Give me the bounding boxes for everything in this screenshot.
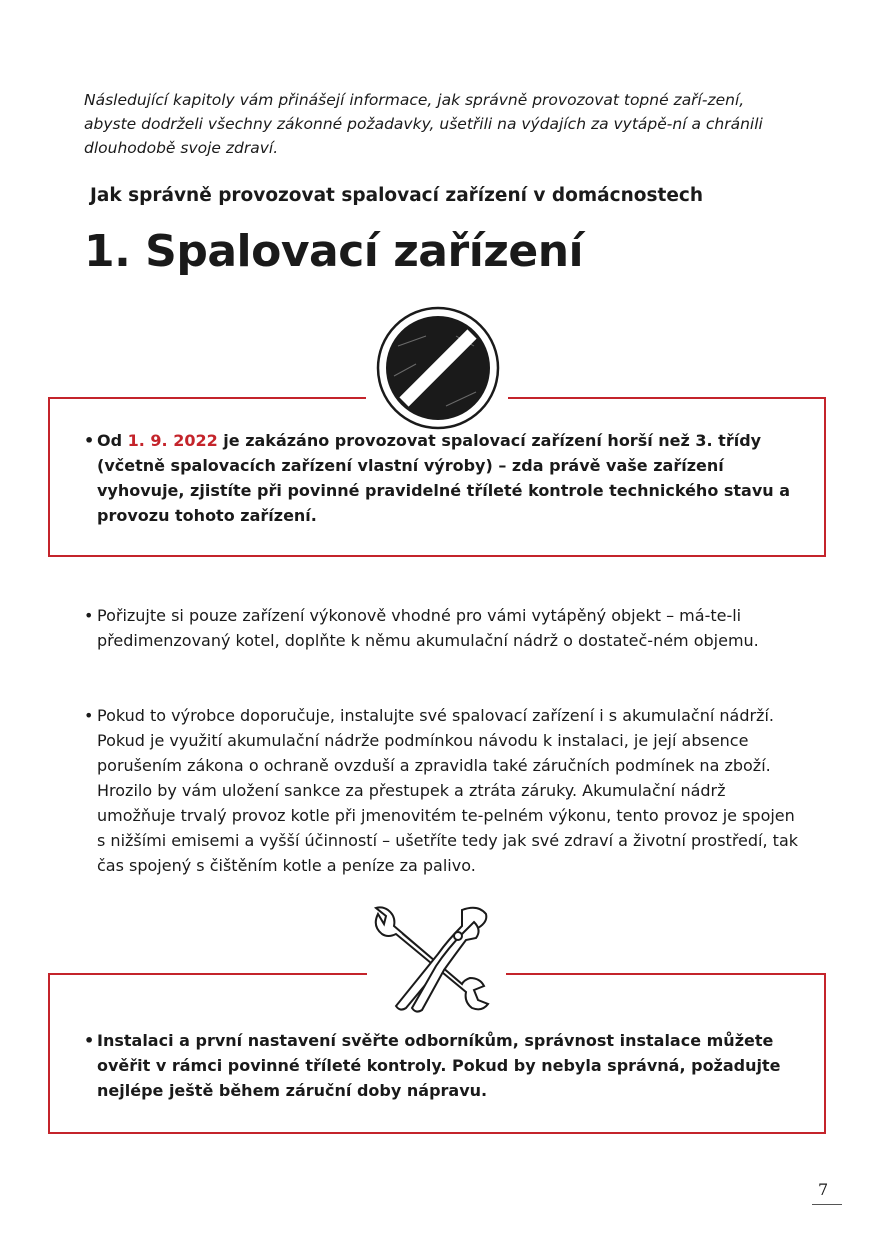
bullet-item — [84, 703, 800, 878]
page-title: 1. Spalovací zařízení — [84, 226, 584, 277]
wrench-pliers-icon — [366, 900, 494, 1018]
bullet-item — [84, 603, 800, 653]
page-number-underline — [812, 1204, 842, 1205]
bullet-text: Pořizujte si pouze zařízení výkonově vhodné pro vámi vytápěný objekt – má-te-li předimenzovaný kotel, doplňte k němu akumulační nádrž o dostateč-ném objemu. — [97, 606, 759, 650]
bullet-dot: • — [84, 606, 94, 625]
bullet-text: Pokud to výrobce doporučuje, instalujte své spalovací zařízení i s akumulační nádrží. Pokud je využití akumulační nádrže podmínkou návodu k instalaci, je její absence porušením zákona o ochraně ovzduší a zpravidla také záručních podmínek na zboží. Hrozilo by vám uložení sankce za přestupek a ztráta záruky. Akumulační nádrž umožňuje trvalý provoz kotle při jmenovitém te-pelném výkonu, tento provoz je spojen s nižšími emisemi a vyšší účinností – ušetříte tedy jak své zdraví a životní prostředí, tak čas spojený s čištěním kotle a peníze za palivo. — [97, 706, 799, 875]
advice-text: Instalaci a první nastavení svěřte odborníkům, správnost instalace můžete ověřit v rámci povinné tříleté kontroly. Pokud by nebyla správná, požadujte nejlépe ještě během záruční doby nápravu. — [97, 1031, 781, 1100]
installation-advice — [84, 1028, 800, 1103]
ban-notice — [84, 428, 800, 528]
bullet-dot: • — [84, 431, 95, 450]
bullet-dot: • — [84, 1031, 95, 1050]
prohibition-icon — [376, 306, 500, 430]
bullet-dot: • — [84, 706, 94, 725]
ban-date: 1. 9. 2022 — [127, 431, 218, 450]
page-number: 7 — [818, 1180, 829, 1199]
notice-text: je zakázáno provozovat spalovací zařízení horší než 3. třídy (včetně spalovacích zařízení vlastní výroby) – zda právě vaše zařízení vyhovuje, zjistíte při povinné pravidelné tříleté kontrole technického stavu a provozu tohoto zařízení. — [97, 431, 791, 525]
notice-prefix: Od — [97, 431, 128, 450]
intro-text: Následující kapitoly vám přinášejí informace, jak správně provozovat topné zaří-zení, abyste dodrželi všechny zákonné požadavky, ušetřili na výdajích za vytápě-ní a chránili dlouhodobě svoje zdraví. — [84, 91, 763, 157]
section-subtitle: Jak správně provozovat spalovací zařízení v domácnostech — [90, 185, 704, 206]
